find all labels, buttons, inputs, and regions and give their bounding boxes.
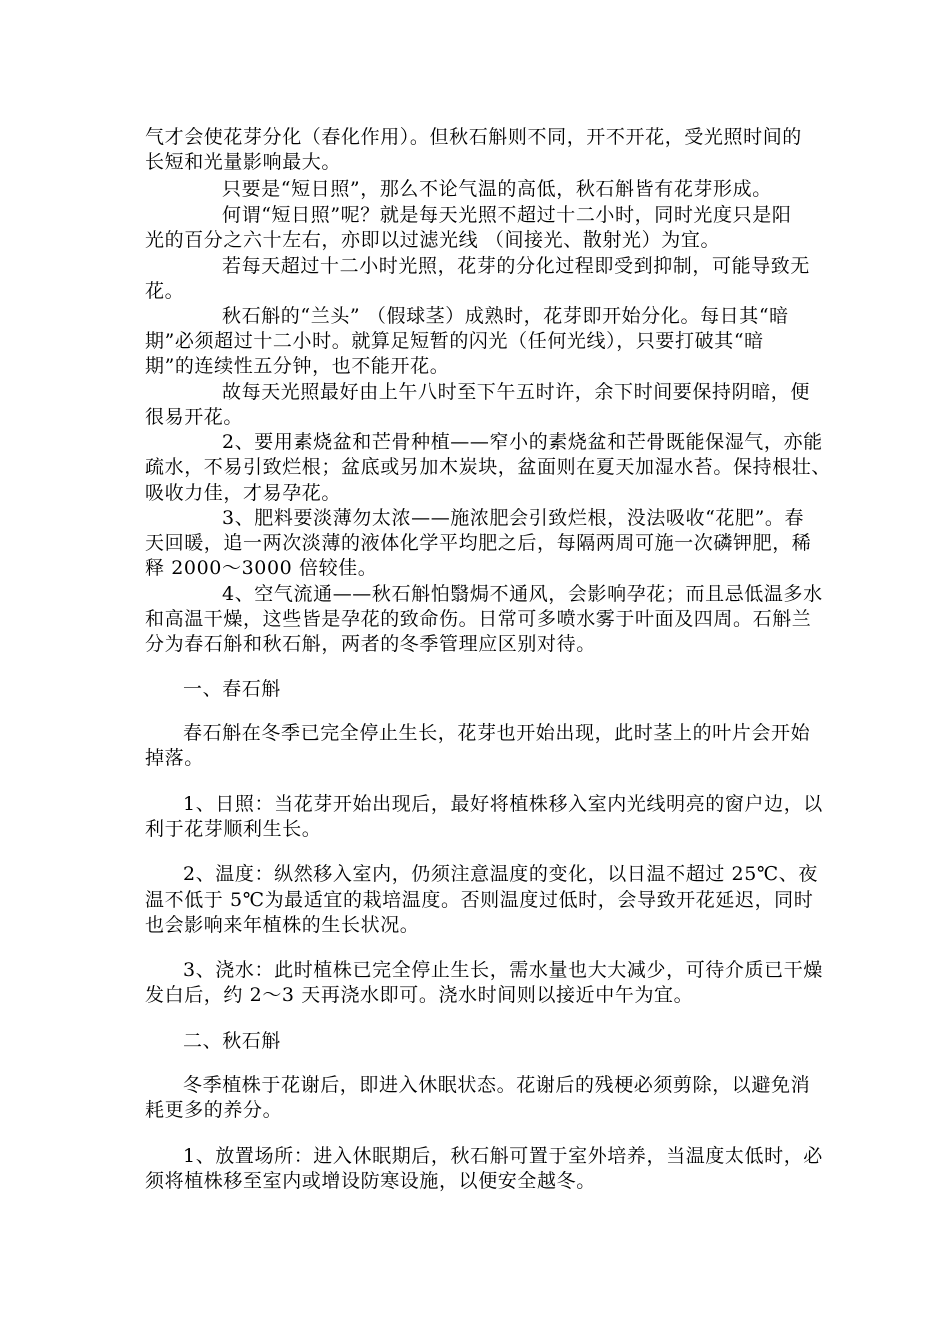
text-line: 秋石斛的“兰头” （假球茎）成熟时，花芽即开始分化。每日其“暗 — [222, 305, 789, 327]
text-line: 耗更多的养分。 — [145, 1099, 283, 1121]
text-line: 何谓“短日照”呢？就是每天光照不超过十二小时，同时光度只是阳 — [222, 204, 792, 226]
text-line: 吸收力佳，才易孕花。 — [145, 482, 342, 504]
text-line: 只要是“短日照”，那么不论气温的高低，秋石斛皆有花芽形成。 — [222, 178, 772, 200]
text-line: 很易开花。 — [145, 406, 244, 428]
text-line: 天回暖，追一两次淡薄的液体化学平均肥之后，每隔两周可施一次磷钾肥，稀 — [145, 532, 812, 554]
text-line: 3、肥料要淡薄勿太浓——施浓肥会引致烂根，没法吸收“花肥”。春 — [222, 507, 805, 529]
text-line: 释 2000～3000 倍较佳。 — [145, 557, 378, 579]
text-line: 长短和光量影响最大。 — [145, 151, 342, 173]
text-line: 也会影响来年植株的生长状况。 — [145, 914, 420, 936]
text-line: 气才会使花芽分化（春化作用）。但秋石斛则不同，开不开花，受光照时间的 — [145, 126, 802, 148]
text-line: 期”必须超过十二小时。就算足短暂的闪光（任何光线），只要打破其“暗 — [145, 330, 764, 352]
text-line: 2、温度：纵然移入室内，仍须注意温度的变化，以日温不超过 25℃、夜 — [183, 863, 818, 885]
section-heading: 二、秋石斛 — [183, 1030, 282, 1052]
text-line: 掉落。 — [145, 747, 204, 769]
text-line: 利于花芽顺利生长。 — [145, 818, 322, 840]
text-line: 冬季植株于花谢后，即进入休眠状态。花谢后的残梗必须剪除，以避免消 — [183, 1074, 811, 1096]
text-line: 光的百分之六十左右，亦即以过滤光线 （间接光、散射光）为宜。 — [145, 229, 721, 251]
text-line: 3、浇水：此时植株已完全停止生长，需水量也大大减少，可待介质已干燥 — [183, 959, 823, 981]
text-line: 温不低于 5℃为最适宜的栽培温度。否则温度过低时，会导致开花延迟，同时 — [145, 889, 814, 911]
text-line: 若每天超过十二小时光照，花芽的分化过程即受到抑制，可能导致无 — [222, 255, 811, 277]
text-line: 分为春石斛和秋石斛，两者的冬季管理应区别对待。 — [145, 633, 596, 655]
text-line: 期”的连续性五分钟，也不能开花。 — [145, 355, 450, 377]
text-line: 1、日照：当花芽开始出现后，最好将植株移入室内光线明亮的窗户边，以 — [183, 793, 823, 815]
text-line: 须将植株移至室内或增设防寒设施，以便安全越冬。 — [145, 1170, 596, 1192]
text-line: 和高温干燥，这些皆是孕花的致命伤。日常可多喷水雾于叶面及四周。石斛兰 — [145, 608, 812, 630]
text-line: 1、放置场所：进入休眠期后，秋石斛可置于室外培养，当温度太低时，必 — [183, 1145, 823, 1167]
text-line: 发白后，约 2～3 天再浇水即可。浇水时间则以接近中午为宜。 — [145, 984, 694, 1006]
text-line: 花。 — [145, 280, 185, 302]
text-line: 春石斛在冬季已完全停止生长，花芽也开始出现，此时茎上的叶片会开始 — [183, 722, 811, 744]
text-line: 疏水，不易引致烂根；盆底或另加木炭块，盆面则在夏天加湿水苔。保持根壮、 — [145, 456, 832, 478]
section-heading: 一、春石斛 — [183, 678, 282, 700]
text-line: 4、空气流通——秋石斛怕翳焗不通风，会影响孕花；而且忌低温多水 — [222, 583, 823, 605]
text-line: 2、要用素烧盆和芒骨种植——窄小的素烧盆和芒骨既能保湿气，亦能 — [222, 431, 823, 453]
text-line: 故每天光照最好由上午八时至下午五时许，余下时间要保持阴暗，便 — [222, 381, 811, 403]
